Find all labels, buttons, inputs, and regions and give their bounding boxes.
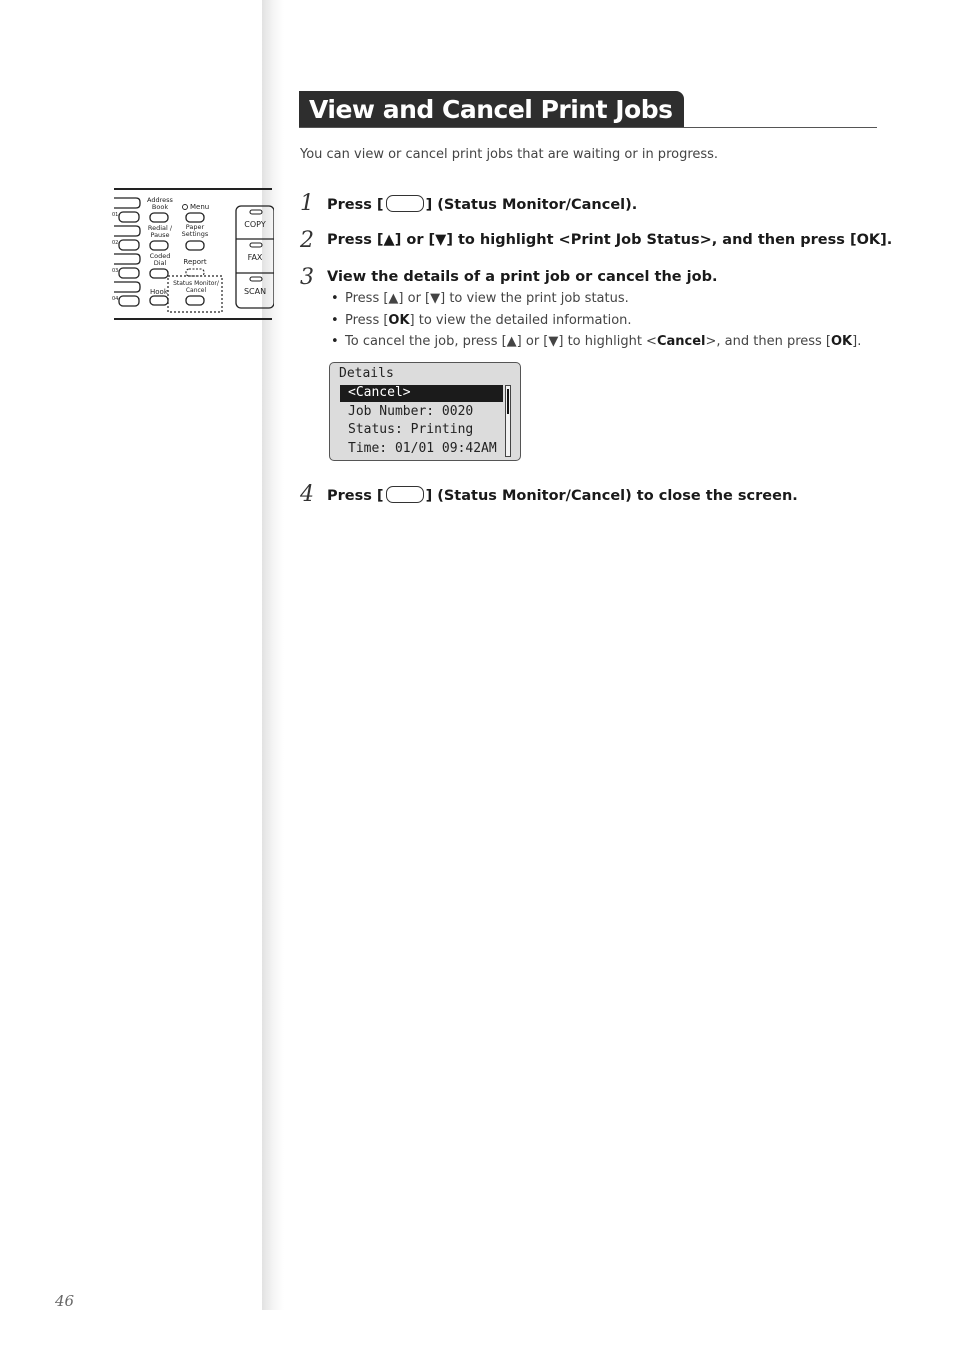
lcd-line: Status: Printing — [348, 422, 474, 437]
menu-label: Menu — [190, 203, 210, 211]
step-number: 2 — [300, 228, 314, 253]
redial-label: Redial / Pause — [147, 224, 173, 239]
step-text: Press [▲] or [▼] to highlight <Print Job Status>, and then press [OK]. — [327, 232, 893, 248]
lcd-line: Time: 01/01 09:42AM — [348, 441, 497, 456]
step-text: View the details of a print job or cancel the job. — [327, 269, 718, 285]
lcd-scrollbar — [505, 385, 511, 457]
key-02-label: 02 — [112, 240, 119, 246]
address-book-label: Address Book — [147, 196, 173, 211]
key-01-label: 01 — [112, 212, 119, 218]
title-underline — [299, 127, 877, 128]
step-number: 4 — [300, 482, 314, 507]
coded-dial-label: Coded Dial — [149, 252, 171, 267]
paper-settings-label: Paper Settings — [181, 223, 209, 238]
hook-label: Hook — [150, 288, 168, 296]
lcd-scroll-thumb — [507, 389, 509, 414]
step-number: 3 — [300, 265, 314, 290]
copy-key-label: COPY — [244, 220, 266, 229]
lcd-header: Details — [339, 366, 394, 381]
intro-text: You can view or cancel print jobs that are waiting or in progress. — [300, 147, 719, 162]
key-03-label: 03 — [112, 268, 119, 274]
lcd-screen — [329, 362, 521, 461]
status-monitor-label: Status Monitor/ Cancel — [173, 280, 219, 294]
status-monitor-key-icon — [386, 195, 424, 212]
lcd-cancel-item: <Cancel> — [348, 385, 411, 400]
control-panel-illustration — [112, 188, 274, 322]
step-text: Press [ ] (Status Monitor/Cancel) to close the screen. — [327, 488, 798, 504]
page-title: View and Cancel Print Jobs — [299, 91, 684, 128]
report-label: Report — [183, 258, 207, 266]
key-04-label: 04 — [112, 296, 119, 302]
lcd-line: Job Number: 0020 — [348, 404, 474, 419]
page-number: 46 — [55, 1292, 75, 1310]
status-monitor-key-icon — [386, 486, 424, 503]
step-text: Press [ ] (Status Monitor/Cancel). — [327, 197, 638, 213]
step-number: 1 — [300, 191, 314, 216]
fax-key-label: FAX — [247, 253, 263, 262]
scan-key-label: SCAN — [243, 287, 267, 296]
